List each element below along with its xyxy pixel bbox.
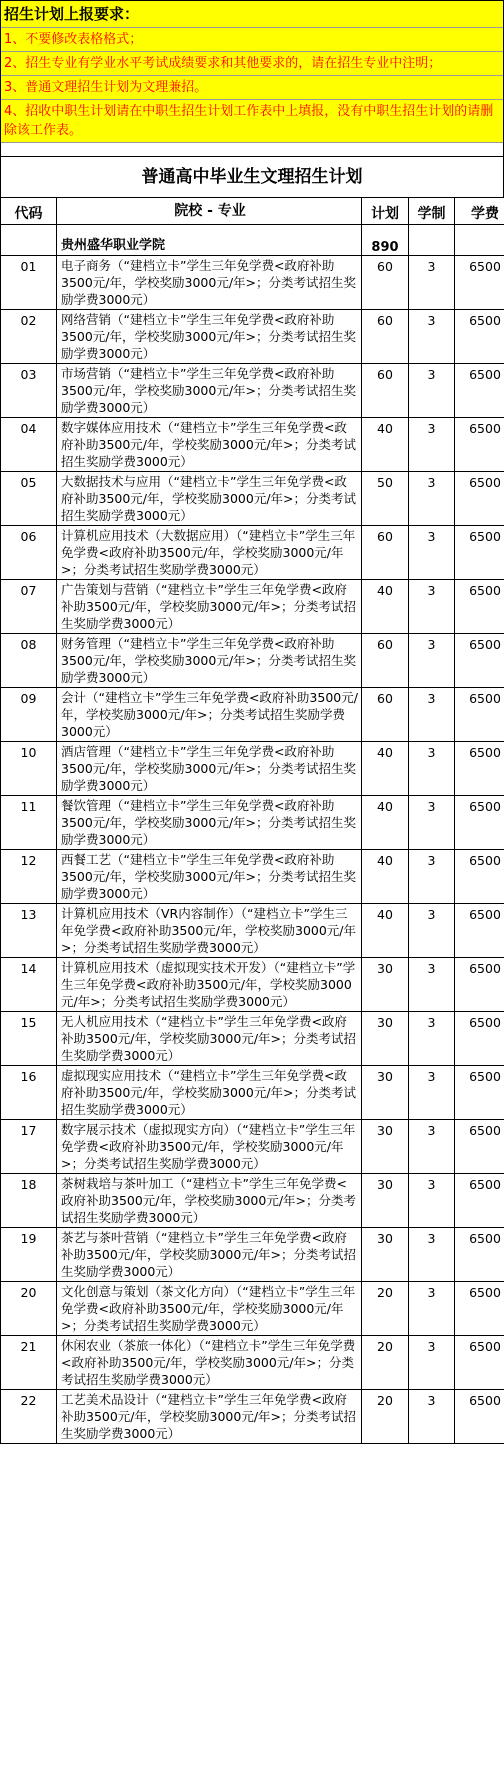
header-plan[interactable]: 计划 xyxy=(362,198,409,225)
code-cell[interactable]: 02 xyxy=(1,310,57,364)
fee-cell[interactable]: 6500 xyxy=(455,1066,504,1120)
table-row xyxy=(1,742,504,796)
school-name[interactable]: 贵州盛华职业学院 xyxy=(57,225,362,256)
code-cell[interactable]: 22 xyxy=(1,1390,57,1444)
fee-cell[interactable]: 6500 xyxy=(455,904,504,958)
code-cell[interactable]: 13 xyxy=(1,904,57,958)
fee-cell[interactable]: 6500 xyxy=(455,1336,504,1390)
requirements-notice xyxy=(0,0,504,143)
code-cell[interactable]: 11 xyxy=(1,796,57,850)
years-cell[interactable]: 3 xyxy=(409,364,455,418)
program-cell[interactable]: 网络营销（“建档立卡”学生三年免学费<政府补助3500元/年，学校奖励3000元/年>；分类考试招生奖励学费3000元） xyxy=(57,310,362,364)
fee-cell[interactable]: 6500 xyxy=(455,1390,504,1444)
program-cell[interactable]: 数字媒体应用技术（“建档立卡”学生三年免学费<政府补助3500元/年，学校奖励3000元/年>；分类考试招生奖励学费3000元） xyxy=(57,418,362,472)
program-cell[interactable]: 餐饮管理（“建档立卡”学生三年免学费<政府补助3500元/年，学校奖励3000元/年>；分类考试招生奖励学费3000元） xyxy=(57,796,362,850)
table-row xyxy=(1,850,504,904)
code-cell[interactable]: 19 xyxy=(1,1228,57,1282)
plan-cell[interactable]: 40 xyxy=(362,904,409,958)
program-cell[interactable]: 无人机应用技术（“建档立卡”学生三年免学费<政府补助3500元/年，学校奖励3000元/年>；分类考试招生奖励学费3000元） xyxy=(57,1012,362,1066)
code-cell[interactable]: 16 xyxy=(1,1066,57,1120)
years-cell[interactable]: 3 xyxy=(409,472,455,526)
fee-cell[interactable]: 6500 xyxy=(455,688,504,742)
plan-cell[interactable]: 40 xyxy=(362,796,409,850)
years-cell[interactable]: 3 xyxy=(409,256,455,310)
program-cell[interactable]: 文化创意与策划（茶文化方向）（“建档立卡”学生三年免学费<政府补助3500元/年，学校奖励3000元/年>；分类考试招生奖励学费3000元） xyxy=(57,1282,362,1336)
table-row xyxy=(1,1336,504,1390)
header-code[interactable]: 代码 xyxy=(1,198,57,225)
years-cell[interactable]: 3 xyxy=(409,1012,455,1066)
header-years[interactable]: 学制 xyxy=(409,198,455,225)
years-cell[interactable]: 3 xyxy=(409,310,455,364)
plan-cell[interactable]: 40 xyxy=(362,418,409,472)
notice-title[interactable]: 招生计划上报要求： xyxy=(1,1,503,28)
table-row xyxy=(1,796,504,850)
plan-cell[interactable]: 60 xyxy=(362,364,409,418)
program-cell[interactable]: 市场营销（“建档立卡”学生三年免学费<政府补助3500元/年，学校奖励3000元/年>；分类考试招生奖励学费3000元） xyxy=(57,364,362,418)
years-cell[interactable]: 3 xyxy=(409,1390,455,1444)
years-cell[interactable]: 3 xyxy=(409,688,455,742)
table-row xyxy=(1,418,504,472)
notice-line-2[interactable]: 2、招生专业有学业水平考试成绩要求和其他要求的，请在招生专业中注明； xyxy=(1,52,503,76)
plan-cell[interactable]: 30 xyxy=(362,1012,409,1066)
plan-cell[interactable]: 60 xyxy=(362,634,409,688)
code-cell[interactable]: 17 xyxy=(1,1120,57,1174)
fee-cell[interactable]: 6500 xyxy=(455,1282,504,1336)
fee-cell[interactable]: 6500 xyxy=(455,256,504,310)
fee-cell[interactable]: 6500 xyxy=(455,1012,504,1066)
notice-line-4[interactable]: 4、招收中职生计划请在中职生招生计划工作表中上填报，没有中职生招生计划的请删除该工作表。 xyxy=(1,100,503,143)
code-cell[interactable]: 14 xyxy=(1,958,57,1012)
plan-cell[interactable]: 30 xyxy=(362,1228,409,1282)
table-row xyxy=(1,1174,504,1228)
plan-cell[interactable]: 60 xyxy=(362,256,409,310)
years-cell[interactable]: 3 xyxy=(409,1174,455,1228)
notice-line-3[interactable]: 3、普通文理招生计划为文理兼招。 xyxy=(1,76,503,100)
header-row xyxy=(1,198,504,225)
fee-cell[interactable]: 6500 xyxy=(455,742,504,796)
enrollment-plan-table xyxy=(0,197,504,1444)
program-cell[interactable]: 数字展示技术（虚拟现实方向）（“建档立卡”学生三年免学费<政府补助3500元/年，学校奖励3000元/年>；分类考试招生奖励学费3000元） xyxy=(57,1120,362,1174)
notice-line-1[interactable]: 1、不要修改表格格式； xyxy=(1,28,503,52)
table-row xyxy=(1,634,504,688)
code-cell[interactable]: 03 xyxy=(1,364,57,418)
program-cell[interactable]: 茶艺与茶叶营销（“建档立卡”学生三年免学费<政府补助3500元/年，学校奖励3000元/年>；分类考试招生奖励学费3000元） xyxy=(57,1228,362,1282)
plan-cell[interactable]: 20 xyxy=(362,1282,409,1336)
code-cell[interactable]: 20 xyxy=(1,1282,57,1336)
school-row xyxy=(1,225,504,256)
fee-cell[interactable]: 6500 xyxy=(455,580,504,634)
plan-cell[interactable]: 20 xyxy=(362,1390,409,1444)
program-cell[interactable]: 酒店管理（“建档立卡”学生三年免学费<政府补助3500元/年，学校奖励3000元/年>；分类考试招生奖励学费3000元） xyxy=(57,742,362,796)
plan-cell[interactable]: 60 xyxy=(362,526,409,580)
code-cell[interactable]: 06 xyxy=(1,526,57,580)
fee-cell[interactable]: 6500 xyxy=(455,634,504,688)
table-row xyxy=(1,472,504,526)
years-cell[interactable]: 3 xyxy=(409,634,455,688)
fee-cell[interactable]: 6500 xyxy=(455,1120,504,1174)
fee-cell[interactable]: 6500 xyxy=(455,364,504,418)
code-cell[interactable]: 18 xyxy=(1,1174,57,1228)
program-cell[interactable]: 电子商务（“建档立卡”学生三年免学费<政府补助3500元/年，学校奖励3000元/年>；分类考试招生奖励学费3000元） xyxy=(57,256,362,310)
program-cell[interactable]: 计算机应用技术（VR内容制作）（“建档立卡”学生三年免学费<政府补助3500元/年，学校奖励3000元/年>；分类考试招生奖励学费3000元） xyxy=(57,904,362,958)
program-cell[interactable]: 西餐工艺（“建档立卡”学生三年免学费<政府补助3500元/年，学校奖励3000元/年>；分类考试招生奖励学费3000元） xyxy=(57,850,362,904)
fee-cell[interactable]: 6500 xyxy=(455,1174,504,1228)
header-fee[interactable]: 学费 xyxy=(455,198,504,225)
program-cell[interactable]: 茶树栽培与茶叶加工（“建档立卡”学生三年免学费<政府补助3500元/年，学校奖励3000元/年>；分类考试招生奖励学费3000元） xyxy=(57,1174,362,1228)
years-cell[interactable]: 3 xyxy=(409,850,455,904)
code-cell[interactable]: 04 xyxy=(1,418,57,472)
fee-cell[interactable]: 6500 xyxy=(455,526,504,580)
program-cell[interactable]: 计算机应用技术（大数据应用）（“建档立卡”学生三年免学费<政府补助3500元/年，学校奖励3000元/年>；分类考试招生奖励学费3000元） xyxy=(57,526,362,580)
table-row xyxy=(1,958,504,1012)
school-fee-cell[interactable] xyxy=(455,225,504,256)
code-cell[interactable]: 08 xyxy=(1,634,57,688)
years-cell[interactable]: 3 xyxy=(409,958,455,1012)
years-cell[interactable]: 3 xyxy=(409,904,455,958)
program-cell[interactable]: 大数据技术与应用（“建档立卡”学生三年免学费<政府补助3500元/年，学校奖励3000元/年>；分类考试招生奖励学费3000元） xyxy=(57,472,362,526)
plan-cell[interactable]: 60 xyxy=(362,688,409,742)
plan-cell[interactable]: 30 xyxy=(362,958,409,1012)
table-row xyxy=(1,580,504,634)
program-cell[interactable]: 财务管理（“建档立卡”学生三年免学费<政府补助3500元/年，学校奖励3000元/年>；分类考试招生奖励学费3000元） xyxy=(57,634,362,688)
table-row xyxy=(1,1390,504,1444)
table-row xyxy=(1,1228,504,1282)
code-cell[interactable]: 21 xyxy=(1,1336,57,1390)
program-cell[interactable]: 工艺美术品设计（“建档立卡”学生三年免学费<政府补助3500元/年，学校奖励3000元/年>；分类考试招生奖励学费3000元） xyxy=(57,1390,362,1444)
table-row xyxy=(1,1066,504,1120)
code-cell[interactable]: 05 xyxy=(1,472,57,526)
code-cell[interactable]: 10 xyxy=(1,742,57,796)
code-cell[interactable]: 12 xyxy=(1,850,57,904)
code-cell[interactable]: 15 xyxy=(1,1012,57,1066)
program-cell[interactable]: 会计（“建档立卡”学生三年免学费<政府补助3500元/年，学校奖励3000元/年>；分类考试招生奖励学费3000元） xyxy=(57,688,362,742)
fee-cell[interactable]: 6500 xyxy=(455,958,504,1012)
plan-cell[interactable]: 40 xyxy=(362,742,409,796)
years-cell[interactable]: 3 xyxy=(409,1228,455,1282)
fee-cell[interactable]: 6500 xyxy=(455,1228,504,1282)
plan-title[interactable]: 普通高中毕业生文理招生计划 xyxy=(0,157,504,197)
table-row xyxy=(1,364,504,418)
table-row xyxy=(1,526,504,580)
fee-cell[interactable]: 6500 xyxy=(455,796,504,850)
program-cell[interactable]: 休闲农业（茶旅一体化）（“建档立卡”学生三年免学费<政府补助3500元/年，学校奖励3000元/年>；分类考试招生奖励学费3000元） xyxy=(57,1336,362,1390)
table-row xyxy=(1,256,504,310)
plan-cell[interactable]: 20 xyxy=(362,1336,409,1390)
years-cell[interactable]: 3 xyxy=(409,1120,455,1174)
program-cell[interactable]: 广告策划与营销（“建档立卡”学生三年免学费<政府补助3500元/年，学校奖励3000元/年>；分类考试招生奖励学费3000元） xyxy=(57,580,362,634)
table-row xyxy=(1,1282,504,1336)
plan-cell[interactable]: 40 xyxy=(362,580,409,634)
years-cell[interactable]: 3 xyxy=(409,1066,455,1120)
school-code-cell[interactable] xyxy=(1,225,57,256)
program-cell[interactable]: 计算机应用技术（虚拟现实技术开发）（“建档立卡”学生三年免学费<政府补助3500元/年，学校奖励3000元/年>；分类考试招生奖励学费3000元） xyxy=(57,958,362,1012)
code-cell[interactable]: 01 xyxy=(1,256,57,310)
table-row xyxy=(1,1120,504,1174)
program-cell[interactable]: 虚拟现实应用技术（“建档立卡”学生三年免学费<政府补助3500元/年，学校奖励3000元/年>；分类考试招生奖励学费3000元） xyxy=(57,1066,362,1120)
years-cell[interactable]: 3 xyxy=(409,418,455,472)
years-cell[interactable]: 3 xyxy=(409,1282,455,1336)
school-plan[interactable]: 890 xyxy=(362,225,409,256)
fee-cell[interactable]: 6500 xyxy=(455,310,504,364)
table-row xyxy=(1,310,504,364)
plan-cell[interactable]: 40 xyxy=(362,850,409,904)
plan-cell[interactable]: 60 xyxy=(362,310,409,364)
plan-cell[interactable]: 50 xyxy=(362,472,409,526)
plan-cell[interactable]: 30 xyxy=(362,1174,409,1228)
table-row xyxy=(1,1012,504,1066)
fee-cell[interactable]: 6500 xyxy=(455,472,504,526)
years-cell[interactable]: 3 xyxy=(409,580,455,634)
years-cell[interactable]: 3 xyxy=(409,526,455,580)
table-row xyxy=(1,688,504,742)
blank-row[interactable] xyxy=(0,143,504,157)
table-row xyxy=(1,904,504,958)
school-years-cell[interactable] xyxy=(409,225,455,256)
years-cell[interactable]: 3 xyxy=(409,796,455,850)
years-cell[interactable]: 3 xyxy=(409,742,455,796)
years-cell[interactable]: 3 xyxy=(409,1336,455,1390)
plan-cell[interactable]: 30 xyxy=(362,1120,409,1174)
plan-cell[interactable]: 30 xyxy=(362,1066,409,1120)
code-cell[interactable]: 07 xyxy=(1,580,57,634)
fee-cell[interactable]: 6500 xyxy=(455,418,504,472)
header-name[interactable]: 院校 - 专业 xyxy=(57,198,362,225)
fee-cell[interactable]: 6500 xyxy=(455,850,504,904)
code-cell[interactable]: 09 xyxy=(1,688,57,742)
